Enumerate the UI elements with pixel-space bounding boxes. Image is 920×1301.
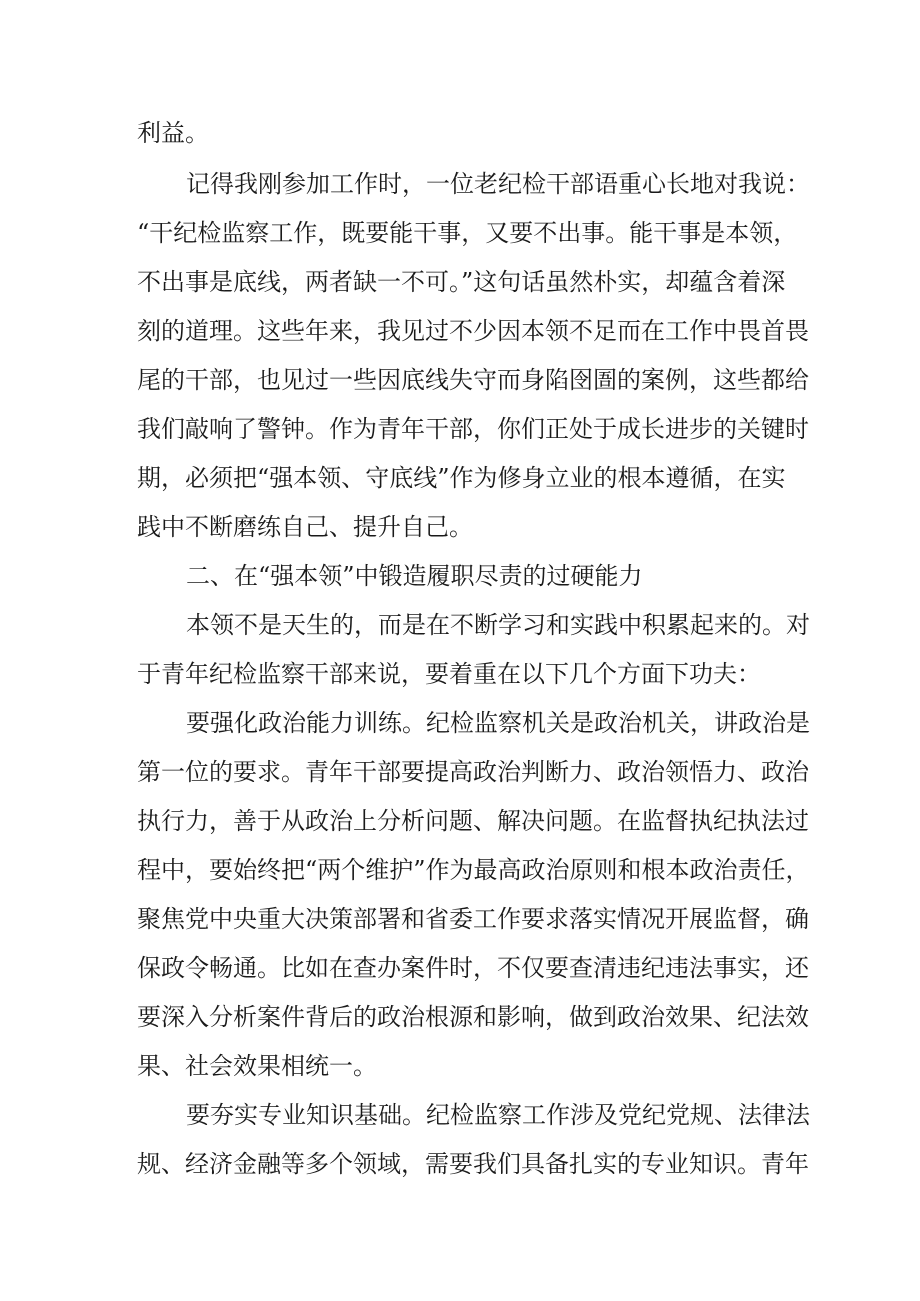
text-line: 规、经济金融等多个领域，需要我们具备扎实的专业知识。青年 — [137, 1150, 809, 1178]
text-line: 要深入分析案件背后的政治根源和影响，做到政治效果、纪法效 — [137, 1003, 809, 1031]
text-line: “干纪检监察工作，既要能干事，又要不出事。能干事是本领， — [137, 219, 798, 247]
text-line: 尾的干部，也见过一些因底线失守而身陷囹圄的案例，这些都给 — [137, 366, 809, 394]
text-line: 期，必须把“强本领、守底线”作为修身立业的根本遵循，在实 — [137, 464, 786, 492]
text-line: 程中，要始终把“两个维护”作为最高政治原则和根本政治责任， — [137, 856, 810, 884]
text-line: 利益。 — [137, 119, 209, 147]
text-line: 记得我刚参加工作时，一位老纪检干部语重心长地对我说： — [186, 170, 810, 198]
text-line: 聚焦党中央重大决策部署和省委工作要求落实情况开展监督，确 — [137, 905, 809, 933]
text-line: 本领不是天生的，而是在不断学习和实践中积累起来的。对 — [186, 611, 810, 639]
text-line: 刻的道理。这些年来，我见过不少因本领不足而在工作中畏首畏 — [137, 317, 809, 345]
text-line: 践中不断磨练自己、提升自己。 — [137, 513, 473, 541]
text-line: 于青年纪检监察干部来说，要着重在以下几个方面下功夫： — [137, 660, 761, 688]
text-line: 执行力，善于从政治上分析问题、解决问题。在监督执纪执法过 — [137, 807, 809, 835]
text-line: 要强化政治能力训练。纪检监察机关是政治机关，讲政治是 — [186, 709, 810, 737]
text-line: 保政令畅通。比如在查办案件时，不仅要查清违纪违法事实，还 — [137, 954, 809, 982]
text-line: 不出事是底线，两者缺一不可。”这句话虽然朴实，却蕴含着深 — [137, 268, 786, 296]
text-line: 第一位的要求。青年干部要提高政治判断力、政治领悟力、政治 — [137, 758, 809, 786]
text-line: 果、社会效果相统一。 — [137, 1052, 377, 1080]
section-heading: 二、在“强本领”中锻造履职尽责的过硬能力 — [186, 562, 643, 590]
text-line: 要夯实专业知识基础。纪检监察工作涉及党纪党规、法律法 — [186, 1101, 810, 1129]
text-line: 我们敲响了警钟。作为青年干部，你们正处于成长进步的关键时 — [137, 415, 809, 443]
